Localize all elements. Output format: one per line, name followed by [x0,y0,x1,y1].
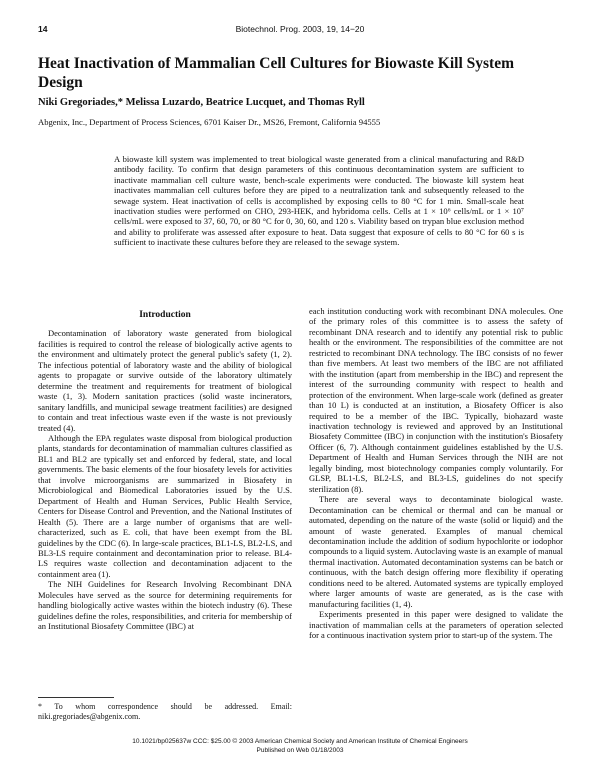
page-number: 14 [38,24,48,34]
abstract: A biowaste kill system was implemented to treat biological waste generated from a clinical manufacturing and R&D antibody facility. To confirm that design parameters of this continuous decontamination system are sufficient to inactivate mammalian cell culture waste, bench-scale experiments were conducted. The biowaste kill system heat inactivates mammalian cell cultures before they are piped to a neutralization tank and subsequently released to the sewage system. Heat inactivation of cells is accomplished by exposing cells to 80 °C for 1 min. Small-scale heat inactivation studies were performed on CHO, 293-HEK, and hybridoma cells. Cells at 1 × 10⁶ cells/mL or 1 × 10⁷ cells/mL were exposed to 37, 60, 70, or 80 °C for 0, 30, 60, and 120 s. Viability based on trypan blue exclusion method and ability to proliferate was assessed after exposure to heat. Data suggest that exposure of cells to 80 °C for 60 s is sufficient to inactivate these cultures before they are released to the sewage system. [114,154,524,248]
footnote-divider [38,697,114,698]
intro-paragraph-2: Although the EPA regulates waste disposal from biological production plants, standards for decontamination of mammalian cultures classified as BL1 and BL2 are typically set and enforced by federal, state, and local governments. The basic elements of the four biosafety levels for activities that involve microorganisms are summarized in Biosafety in Microbiological and Biomedical Laboratories issued by the U.S. Department of Health and Human Services, Public Health Service, Centers for Disease Control and Prevention, and the National Institutes of Health (5). There are a large number of organisms that are well-characterized, such as E. coli, that have been exempt from the BL guidelines by the CDC (6). In large-scale practices, BL1-LS, BL2-LS, and BL3-LS require containment and decontamination prior to release. BL4-LS requires waste collection and decontamination adjacent to the containment area (1). [38,432,292,579]
section-heading-introduction: Introduction [139,310,191,320]
left-column [38,310,292,632]
intro-paragraph-6: Experiments presented in this paper were designed to validate the inactivation of mammalian cells at the parameters of operation selected for a continuous inactivation system prior to start-up of the system. The [309,609,563,641]
intro-paragraph-1: Decontamination of laboratory waste generated from biological facilities is required to control the release of biologically active agents to the environment and ultimately protect the general public's safety (1, 2). The infectious potential of laboratory waste and the ability of biological agents to propagate or survive outside of the laboratory ultimately determine the treatment and requirements for treatment of biological waste (1, 3). Modern sanitation practices (solid waste incinerators, sanitary landfills, and municipal sewage treatment facilities) are designed to contain and treat infectious waste even if the waste is not previously treated (4). [38,328,292,433]
intro-paragraph-5: There are several ways to decontaminate biological waste. Decontamination can be chemical or thermal and can be manual or automated, depending on the nature of the waste (solid or liquid) and the amount of waste generated. Examples of manual chemical decontamination include the addition of sodium hypochlorite or iodophor compounds to a liquid system. Autoclaving waste is an example of manual thermal inactivation. Automated decontamination systems can be batch or continuous, with the batch design offering more flexibility if operating conditions need to be altered. Automated systems are typically employed where larger amounts of waste are generated, as is the case with manufacturing facilities (1, 4). [309,494,564,609]
intro-paragraph-3: The NIH Guidelines for Research Involving Recombinant DNA Molecules have served as the source for determining requirements for handling biologically active wastes within the biotech industry (6). These guidelines define the roles, responsibilities, and criteria for membership of an Institutional Biosafety Committee (IBC) at [38,579,292,632]
page-footer [0,738,600,755]
journal-citation: Biotechnol. Prog. 2003, 19, 14−20 [235,24,365,34]
author-list: Niki Gregoriades,* Melissa Luzardo, Beatrice Lucquet, and Thomas Ryll [38,97,365,108]
footer-doi-copyright: 10.1021/bp025637w CCC: $25.00 © 2003 American Chemical Society and American Institute of Chemical Engineers [132,738,468,745]
running-header [38,24,562,38]
footer-publication-date: Published on Web 01/18/2003 [256,746,344,754]
right-column [309,306,563,641]
article-title: Heat Inactivation of Mammalian Cell Cultures for Biowaste Kill System Design [38,55,515,91]
affiliation: Abgenix, Inc., Department of Process Sciences, 6701 Kaiser Dr., MS26, Fremont, California 94555 [38,117,381,127]
correspondence-footnote: * To whom correspondence should be addressed. Email: niki.gregoriades@abgenix.com. [38,702,292,721]
intro-paragraph-4: each institution conducting work with recombinant DNA molecules. One of the primary roles of this committee is to assess the safety of recombinant DNA research and to identify any potential risk to public health or the environment. The responsibilities of the committee are not restricted to recombinant DNA technology. The IBC consists of no fewer than five members. At least two members of the IBC are not affiliated with the institution (apart from membership in the IBC) and represent the interest of the surrounding community with respect to health and protection of the environment. When large-scale work (defined as greater than 10 L) is conducted at an institution, a Biosafety Officer is also required to be a member of the IBC. Typically, biohazard waste inactivation technology is reviewed and approved by an Institutional Biosafety Committee (IBC) in conjunction with the institution's Biosafety Officer (6, 7). Although containment guidelines established by the U.S. Department of Health and Human Services through the NIH are not legally binding, most biotechnology companies comply voluntarily. For GLSP, BL1-LS, BL2-LS, and BL3-LS, guidelines do not specify sterilization (8). [309,306,563,494]
